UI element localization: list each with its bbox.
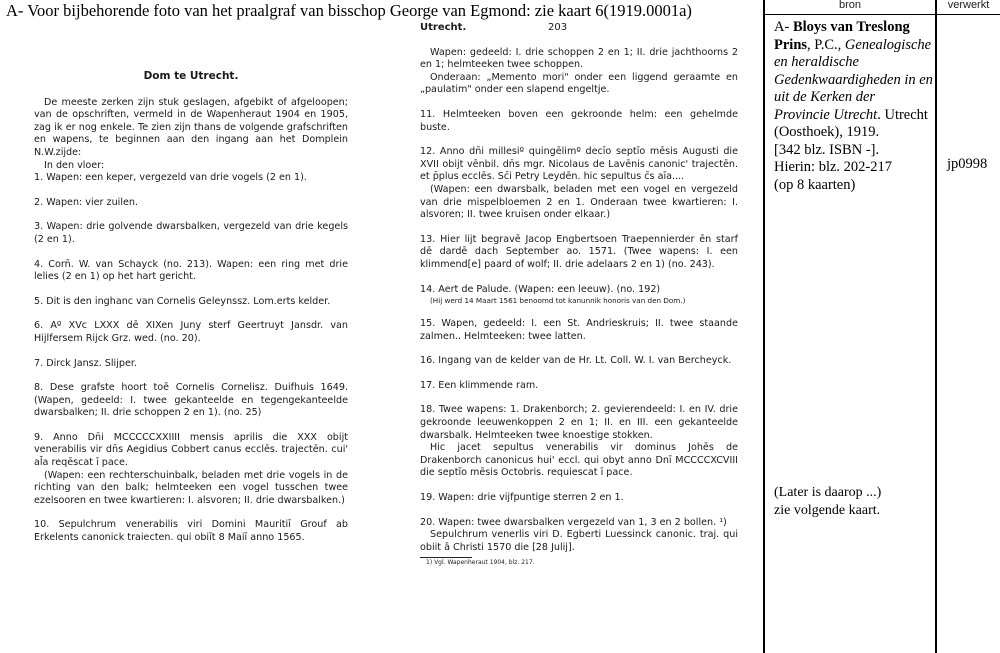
later-note bbox=[774, 484, 934, 519]
source-prefix: A- bbox=[774, 19, 793, 35]
source-author: Bloys van Treslong Prins bbox=[774, 19, 910, 53]
list-item: 2. Wapen: vier zuilen. bbox=[34, 196, 139, 208]
list-item-note: (Hij werd 14 Maart 1561 benoomd tot kanunnik honoris van den Dom.) bbox=[430, 296, 686, 306]
list-item: 4. Corn̄. W. van Schayck (no. 213). Wapen: een ring met drie lelies (2 en 1) op het hart gericht. bbox=[34, 258, 348, 283]
list-item: 20. Wapen: twee dwarsbalken vergezeld van 1, 3 en 2 bollen. ¹) bbox=[420, 516, 727, 528]
list-item: 15. Wapen, gedeeld: I. een St. Andrieskruis; II. twee staande zalmen.. Helmteeken: twee latten. bbox=[420, 318, 738, 342]
running-head-title: Utrecht. bbox=[420, 22, 467, 33]
continuation-text: Onderaan: „Memento mori" onder een liggend geraamte en „paulatim" onder een slapend engeltje. bbox=[420, 71, 738, 96]
list-item-note: (Wapen: een rechterschuinbalk, beladen met drie vogels in de richting van den balk; helmteeken een vogel tusschen twee ezelsooren en twee kwartieren: I. alsvoren; II. drie dwarsbalken.) bbox=[34, 469, 348, 506]
list-item: 13. Hier lijt begravē Jacop Engbertsoen Traepennierder ēn starf dē dardē dach September ao. 1571. (Twee wapens: I. een klimmend[e] paard of wolf; II. drie adelaars 2 en 1) (no. 243). bbox=[420, 233, 738, 270]
list-item: 12. Anno dn̄i millesiº quingēlimº decīo septīo mēsis Augusti die XVII obijt vēnbil. dn̄s mgr. Nicolaus de Lavēnis canonic' trajectēn. et p̄plus ecclēs. Sc̄i Petry Leydēn. hic sepultus c̄s aīa.... bbox=[420, 146, 738, 183]
scan-left-page bbox=[34, 70, 348, 545]
card-caption: A- Voor bijbehorende foto van het praalgraf van bisschop George van Egmond: zie kaart 6(1919.0001a) bbox=[6, 1, 692, 20]
bron-cell bbox=[774, 19, 934, 194]
column-header-verwerkt: verwerkt bbox=[947, 0, 990, 11]
list-item: 17. Een klimmende ram. bbox=[420, 379, 539, 391]
list-item: 14. Aert de Palude. (Wapen: een leeuw). (no. 192) bbox=[420, 283, 661, 295]
source-publisher: . Utrecht (Oosthoek), 1919. bbox=[774, 106, 928, 140]
list-item-note: (Wapen: een dwarsbalk, beladen met een vogel en vergezeld van drie mispelbloemen 2 en 1. Onderaan twee kwartieren: I. alsvoren; II. twee kruisen onder elkaar.) bbox=[420, 183, 738, 221]
list-item: 16. Ingang van de kelder van de Hr. Lt. Coll. W. I. van Bercheyck. bbox=[420, 355, 732, 367]
continuation-text: Wapen: gedeeld: I. drie schoppen 2 en 1; II. drie jachthoorns 2 en 1; helmteeken twee schoppen. bbox=[420, 46, 738, 71]
list-item: 18. Twee wapens: 1. Drakenborch; 2. gevierendeeld: I. en IV. drie gekroonde leeuwenkoppen 2 en 1; II. en III. een gekanteelde dwarsbalk. Helmteeken twee knoestige stokken. bbox=[420, 404, 738, 441]
source-pages: [342 blz. ISBN -]. bbox=[774, 141, 880, 158]
subhead: In den vloer: bbox=[44, 159, 105, 171]
list-item-note: Hic jacet sepultus venerabilis vir dominus Johēs de Drakenborch canonicus hui' eccl. qui obyt anno Dnī MCCCCXCVIII die septīo mēsis Octobris. requiescat ī pace. bbox=[420, 442, 738, 479]
page-number: 203 bbox=[548, 22, 568, 33]
footnote: 1) Vgl. Wapenheraut 1904, blz. 217. bbox=[426, 559, 535, 567]
later-note-line-2: zie volgende kaart. bbox=[774, 502, 881, 518]
scan-right-page bbox=[420, 22, 738, 567]
list-item: 6. Aº XVc LXXX dē XIXen Juny sterf Geertruyt Jansdr. van Hijlfersem Rijck Grz. wed. (no. 20). bbox=[34, 320, 348, 344]
running-head bbox=[420, 22, 738, 35]
header-divider bbox=[763, 14, 1000, 15]
column-header-bron: bron bbox=[838, 0, 862, 11]
list-item: 19. Wapen: drie vijfpuntige sterren 2 en 1. bbox=[420, 492, 624, 504]
column-divider bbox=[935, 0, 937, 653]
list-item: 11. Helmteeken boven een gekroonde helm: een gehelmde buste. bbox=[420, 108, 738, 133]
later-note-line-1: (Later is daarop ...) bbox=[774, 485, 882, 500]
source-title: Genealogische en heraldische Gedenkwaardigheden in en uit de Kerken der Provincie Utrecht bbox=[774, 36, 933, 123]
verwerkt-cell: jp0998 bbox=[947, 156, 988, 172]
list-item: 1. Wapen: een keper, vergezeld van drie vogels (2 en 1). bbox=[34, 172, 307, 184]
page-title: Dom te Utrecht. bbox=[143, 70, 239, 82]
list-item: 3. Wapen: drie golvende dwarsbalken, vergezeld van drie kegels (2 en 1). bbox=[34, 221, 348, 245]
list-item: 7. Dirck Jansz. Slijper. bbox=[34, 357, 137, 369]
list-item: 8. Dese grafste hoort toē Cornelis Cornelisz. Duifhuis 1649. (Wapen, gedeeld: I. twee gekanteelde en tegengekanteelde dwarsbalken; II. drie schoppen 2 en 1). (no. 25) bbox=[34, 382, 348, 419]
list-item: 5. Dit is den inghanc van Cornelis Geleynssz. Lom.erts kelder. bbox=[34, 295, 331, 307]
list-item: 10. Sepulchrum venerabilis viri Domini Mauritiī Grouf ab Erkelents canonick traiecten. qui obiīt 8 Maiī anno 1565. bbox=[34, 519, 348, 544]
source-initials: , P.C., bbox=[807, 36, 845, 53]
source-cards: (op 8 kaarten) bbox=[774, 176, 856, 193]
list-item-note: Sepulchrum venerlis viri D. Egberti Luessinck canonic. traj. qui obiit ā Christi 1570 die [28 Julij]. bbox=[420, 529, 738, 553]
intro-paragraph: De meeste zerken zijn stuk geslagen, afgebikt of afgeloopen; van de opschriften, vermeld in de Wapenheraut 1904 en 1905, zag ik er nog enkele. Te zien zijn thans de volgende grafschriften en wapens, te beginnen aan den ingang aan het Domplein N.W.zijde: bbox=[34, 96, 348, 158]
list-item: 9. Anno Dn̄i MCCCCCXXIIII mensis aprilis die XXX obijt venerabilis vir dn̄s Aegidius Cobbert canus ecclēs. trajectēn. cui' al̄a reqēscat ī pace. bbox=[34, 431, 348, 469]
source-hierin: Hierin: blz. 202-217 bbox=[774, 159, 892, 175]
